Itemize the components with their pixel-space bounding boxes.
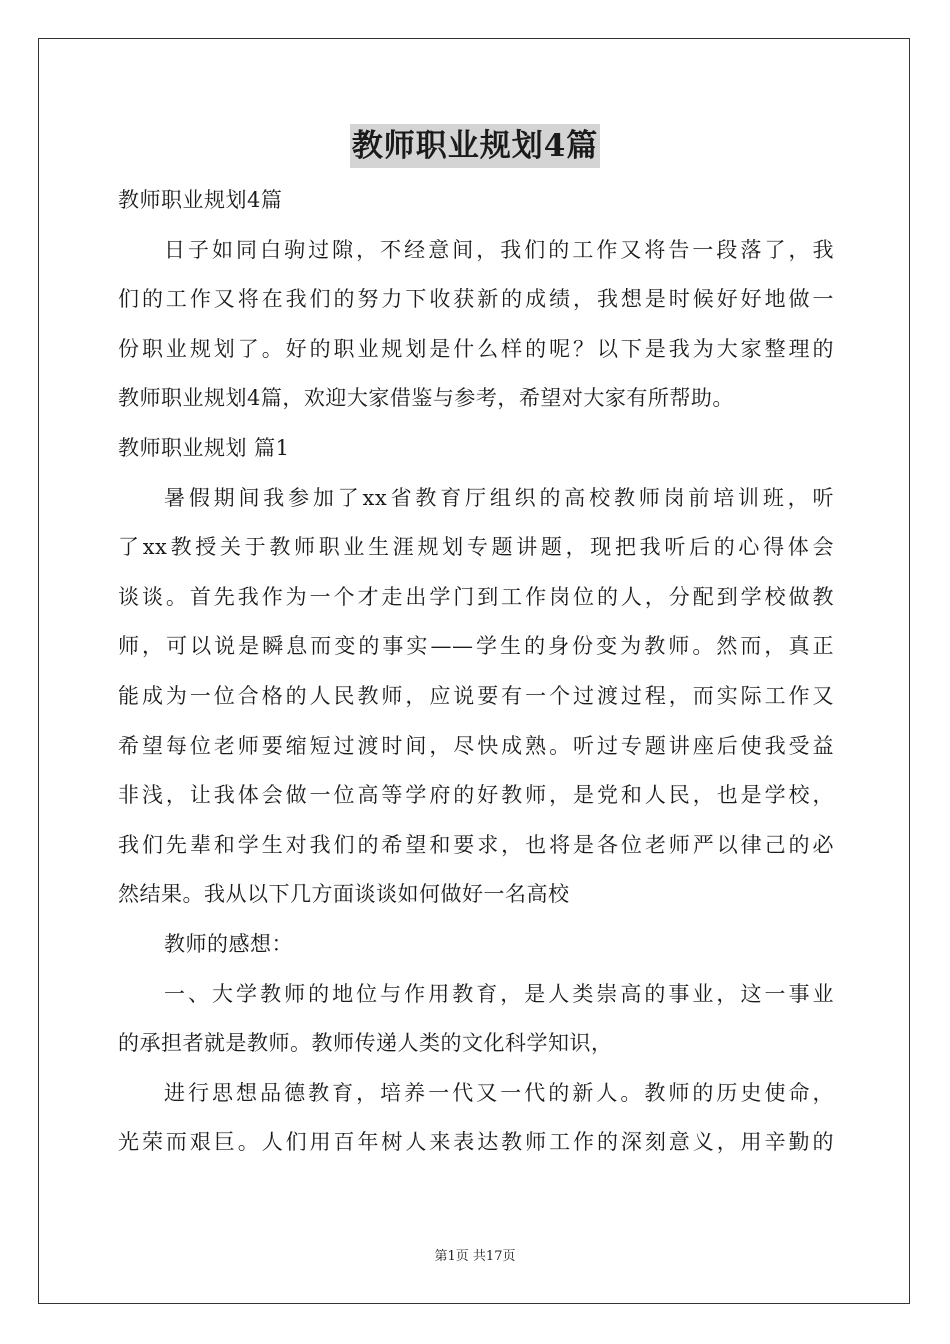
paragraph-line: 非浅，让我体会做一位高等学府的好教师，是党和人民，也是学校， [118, 783, 834, 808]
paragraph-line: 我们先辈和学生对我们的希望和要求，也将是各位老师严以律己的必 [118, 832, 834, 857]
paragraph-line: 希望每位老师要缩短过渡时间，尽快成熟。听过专题讲座后使我受益 [118, 733, 834, 758]
paragraph-line: 光荣而艰巨。人们用百年树人来表达教师工作的深刻意义，用辛勤的 [118, 1130, 834, 1155]
document-body [118, 176, 834, 1168]
paragraph-line: 的承担者就是教师。教师传递人类的文化科学知识， [118, 1031, 613, 1056]
paragraph-line: 份职业规划了。好的职业规划是什么样的呢？以下是我为大家整理的 [118, 336, 834, 361]
paragraph-line: 们的工作又将在我们的努力下收获新的成绩，我想是时候好好地做一 [118, 287, 834, 312]
paragraph-line: 师，可以说是瞬息而变的事实——学生的身份变为教师。然而，真正 [118, 634, 834, 659]
paragraph-line: 教师职业规划4篇，欢迎大家借鉴与参考，希望对大家有所帮助。 [118, 386, 734, 411]
paragraph-line: 一、大学教师的地位与作用教育，是人类崇高的事业，这一事业 [164, 981, 834, 1006]
paragraph-line: 暑假期间我参加了xx省教育厅组织的高校教师岗前培训班，听 [164, 485, 834, 510]
title-wrapper [0, 124, 950, 168]
paragraph-line: 了xx教授关于教师职业生涯规划专题讲题，现把我听后的心得体会 [118, 535, 834, 560]
document-subtitle: 教师职业规划4篇 [118, 188, 283, 212]
paragraph-line: 然结果。我从以下几方面谈谈如何做好一名高校 [118, 882, 570, 907]
paragraph-line: 教师的感想： [164, 931, 293, 956]
document-title: 教师职业规划4篇 [350, 124, 601, 168]
paragraph-line: 日子如同白驹过隙，不经意间，我们的工作又将告一段落了，我 [164, 237, 834, 262]
paragraph-line: 谈谈。首先我作为一个才走出学门到工作岗位的人，分配到学校做教 [118, 584, 834, 609]
paragraph-line: 能成为一位合格的人民教师，应说要有一个过渡过程，而实际工作又 [118, 683, 834, 708]
paragraph-line: 教师职业规划 篇1 [118, 435, 290, 460]
page-footer: 第1页 共17页 [434, 1249, 516, 1264]
paragraph-line: 进行思想品德教育，培养一代又一代的新人。教师的历史使命， [164, 1080, 834, 1105]
